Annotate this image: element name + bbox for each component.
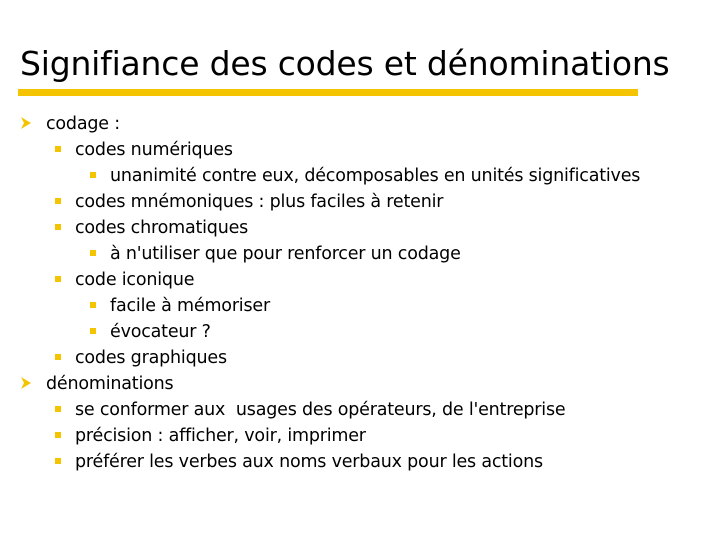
- square-bullet-icon: [55, 198, 61, 204]
- square-bullet-icon: [55, 276, 61, 282]
- square-bullet-icon: [55, 406, 61, 412]
- item-text: codes graphiques: [75, 348, 227, 368]
- bullet-item-level3: [90, 241, 461, 267]
- item-text: dénominations: [46, 374, 174, 394]
- bullet-item-level1: [20, 111, 120, 137]
- item-text: unanimité contre eux, décomposables en unités significatives: [110, 166, 641, 186]
- item-text: codage :: [46, 114, 120, 134]
- bullet-item-level2: [55, 423, 366, 449]
- item-text: précision : afficher, voir, imprimer: [75, 426, 366, 446]
- bullet-item-level3: [90, 163, 640, 189]
- item-text: code iconique: [75, 270, 195, 290]
- square-bullet-icon: [90, 250, 96, 256]
- bullet-item-level3: [90, 293, 270, 319]
- square-bullet-icon: [55, 458, 61, 464]
- square-bullet-icon: [55, 146, 61, 152]
- bullet-item-level2: [55, 189, 443, 215]
- item-text: préférer les verbes aux noms verbaux pour les actions: [75, 452, 543, 472]
- item-text: évocateur ?: [110, 322, 211, 342]
- bullet-item-level2: [55, 215, 248, 241]
- bullet-item-level2: [55, 397, 565, 423]
- title-underline: [18, 89, 638, 96]
- bullet-item-level2: [55, 137, 233, 163]
- square-bullet-icon: [55, 354, 61, 360]
- arrow-bullet-icon: [20, 117, 32, 129]
- item-text: codes mnémoniques : plus faciles à retenir: [75, 192, 444, 212]
- bullet-item-level1: [20, 371, 173, 397]
- item-text: se conformer aux usages des opérateurs, de l'entreprise: [75, 400, 566, 420]
- bullet-item-level2: [55, 449, 543, 475]
- item-text: facile à mémoriser: [110, 296, 270, 316]
- bullet-item-level2: [55, 267, 194, 293]
- square-bullet-icon: [90, 172, 96, 178]
- item-text: à n'utiliser que pour renforcer un codage: [110, 244, 461, 264]
- square-bullet-icon: [55, 224, 61, 230]
- arrow-bullet-icon: [20, 377, 32, 389]
- item-text: codes chromatiques: [75, 218, 249, 238]
- bullet-item-level3: [90, 319, 211, 345]
- slide-title: Signifiance des codes et dénominations: [20, 44, 670, 83]
- item-text: codes numériques: [75, 140, 233, 160]
- bullet-item-level2: [55, 345, 227, 371]
- square-bullet-icon: [55, 432, 61, 438]
- square-bullet-icon: [90, 328, 96, 334]
- square-bullet-icon: [90, 302, 96, 308]
